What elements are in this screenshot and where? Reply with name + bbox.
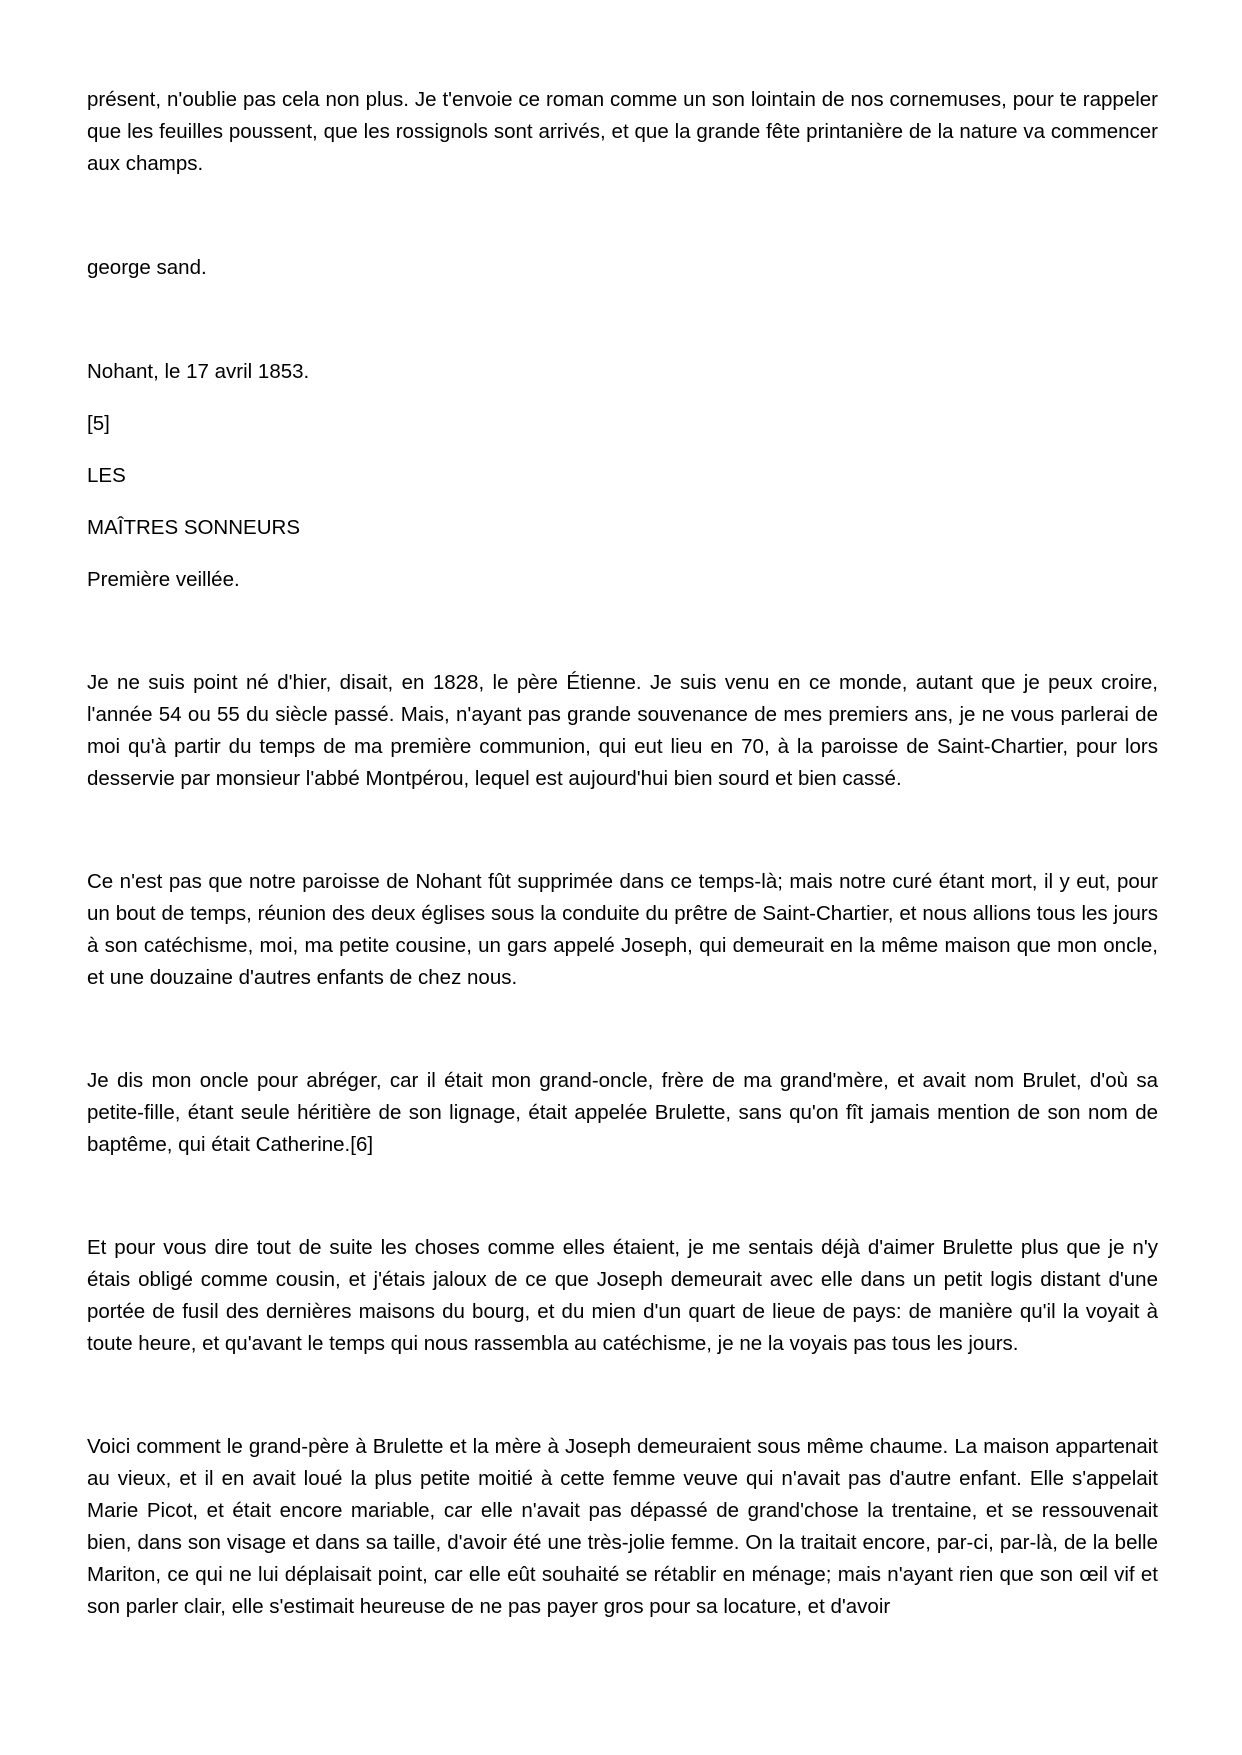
body-paragraph-4: Et pour vous dire tout de suite les choses comme elles étaient, je me sentais déjà d'aimer Brulette plus que je n'y étais obligé comme cousin, et j'étais jaloux de ce que Joseph demeurait avec elle dans un petit logis distant d'une portée de fusil des dernières maisons du bourg, et du mien d'un quart de lieue de pays: de manière qu'il la voyait à toute heure, et qu'avant le temps qui nous rassembla au catéchisme, je ne la voyais pas tous les jours. (87, 1236, 1158, 1355)
page-marker: [5] (87, 412, 110, 435)
chapter-title: Première veillée. (87, 568, 240, 591)
date-line: Nohant, le 17 avril 1853. (87, 360, 310, 383)
body-paragraph-5: Voici comment le grand-père à Brulette et la mère à Joseph demeuraient sous même chaume. La maison appartenait au vieux, et il en avait loué la plus petite moitié à cette femme veuve qui n'avait pas d'autre enfant. Elle s'appelait Marie Picot, et était encore mariable, car elle n'avait pas dépassé de grand'chose la trentaine, et se ressouvenait bien, dans son visage et dans sa taille, d'avoir été une très-jolie femme. On la traitait encore, par-ci, par-là, de la belle Mariton, ce qui ne lui déplaisait point, car elle eût souhaité se rétablir en ménage; mais n'ayant rien que son œil vif et son parler clair, elle s'estimait heureuse de ne pas payer gros pour sa locature, et d'avoir (87, 1435, 1158, 1618)
heading-line-1: LES (87, 464, 126, 487)
heading-line-2: MAÎTRES SONNEURS (87, 516, 300, 539)
intro-paragraph: présent, n'oublie pas cela non plus. Je t'envoie ce roman comme un son lointain de nos cornemuses, pour te rappeler que les feuilles poussent, que les rossignols sont arrivés, et que la grande fête printanière de la nature va commencer aux champs. (87, 88, 1158, 175)
body-paragraph-3: Je dis mon oncle pour abréger, car il était mon grand-oncle, frère de ma grand'mère, et avait nom Brulet, d'où sa petite-fille, étant seule héritière de son lignage, était appelée Brulette, sans qu'on fît jamais mention de son nom de baptême, qui était Catherine.[6] (87, 1069, 1158, 1156)
body-paragraph-2: Ce n'est pas que notre paroisse de Nohant fût supprimée dans ce temps-là; mais notre curé étant mort, il y eut, pour un bout de temps, réunion des deux églises sous la conduite du prêtre de Saint-Chartier, et nous allions tous les jours à son catéchisme, moi, ma petite cousine, un gars appelé Joseph, qui demeurait en la même maison que mon oncle, et une douzaine d'autres enfants de chez nous. (87, 870, 1158, 989)
body-paragraph-1: Je ne suis point né d'hier, disait, en 1828, le père Étienne. Je suis venu en ce monde, autant que je peux croire, l'année 54 ou 55 du siècle passé. Mais, n'ayant pas grande souvenance de mes premiers ans, je ne vous parlerai de moi qu'à partir du temps de ma première communion, qui eut lieu en 70, à la paroisse de Saint-Chartier, pour lors desservie par monsieur l'abbé Montpérou, lequel est aujourd'hui bien sourd et bien cassé. (87, 671, 1158, 790)
document-page (87, 84, 1158, 1623)
signature: george sand. (87, 256, 207, 279)
